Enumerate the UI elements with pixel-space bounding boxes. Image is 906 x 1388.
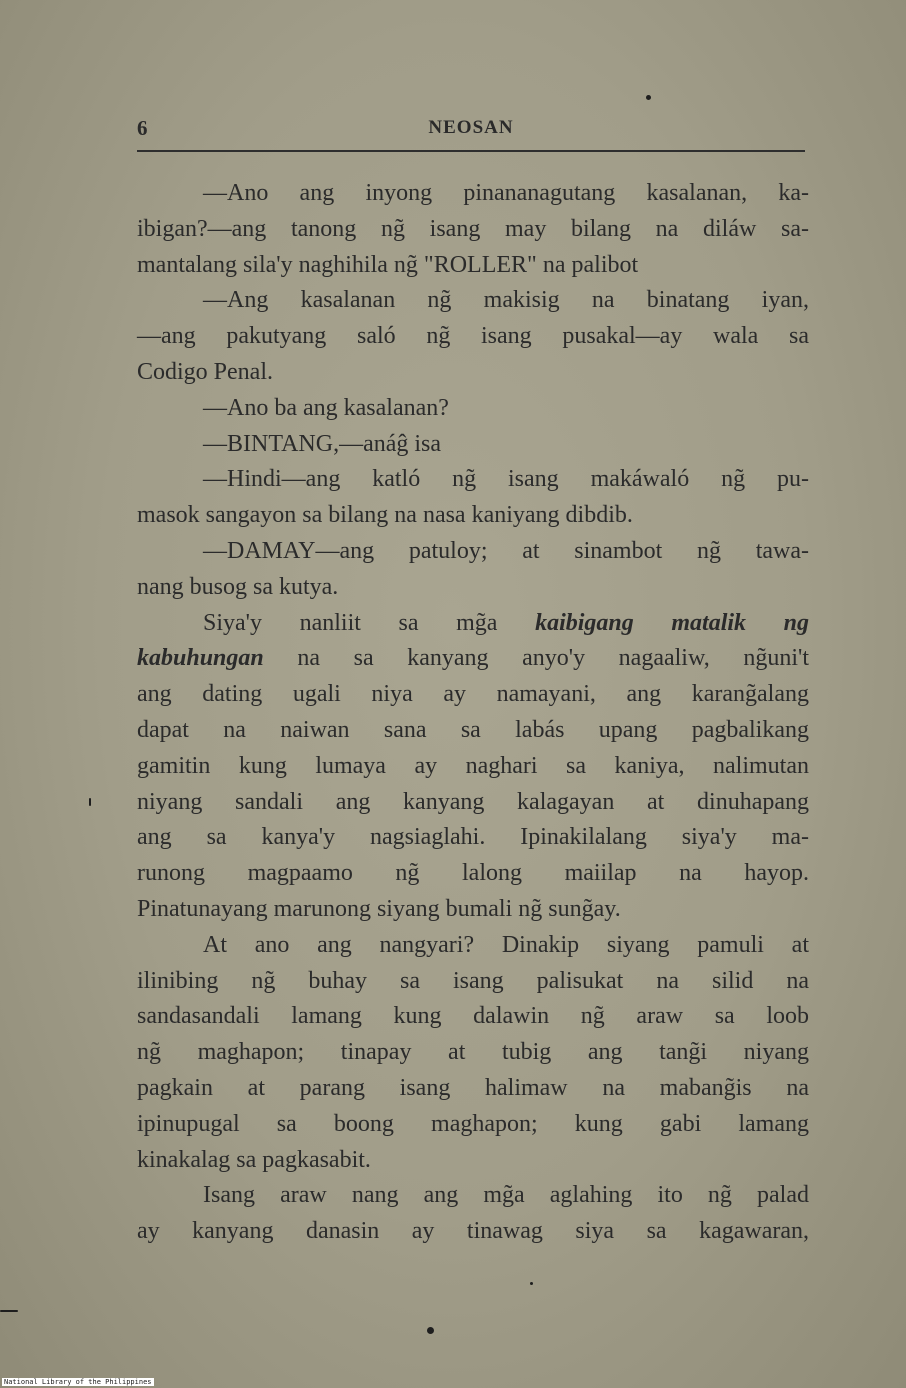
text-line — [137, 892, 809, 928]
text-line — [137, 355, 809, 391]
text-run: na sa kanyang anyo'y nagaaliw, ng̃uni't — [263, 645, 809, 672]
text-run: At ano ang nangyari? Dinakip siyang pamuli at — [203, 931, 809, 958]
text-line — [137, 570, 809, 606]
text-line — [137, 856, 809, 892]
text-run: —Ang kasalanan ng̃ makisig na binatang iyan, — [203, 287, 809, 314]
text-line — [137, 176, 809, 212]
ink-speck — [0, 1310, 18, 1312]
text-line — [137, 248, 809, 284]
ink-speck — [427, 1327, 434, 1334]
text-run: ang dating ugali niya ay namayani, ang karang̃alang — [137, 681, 809, 708]
text-run: runong magpaamo ng̃ lalong maiilap na hayop. — [137, 860, 809, 887]
body-text — [137, 176, 809, 1250]
text-line — [137, 677, 809, 713]
text-line — [137, 283, 809, 319]
text-run: Siya'y nanliit sa mg̃a — [203, 609, 536, 636]
italic-run: kabuhungan — [137, 645, 264, 672]
text-run: Pinatunayang marunong siyang bumali ng̃ sung̃ay. — [137, 895, 621, 922]
text-run: ilinibing ng̃ buhay sa isang palisukat na silid na — [137, 967, 809, 994]
text-line — [137, 964, 809, 1000]
text-line — [137, 319, 809, 355]
text-line — [137, 1178, 809, 1214]
text-line — [137, 820, 809, 856]
text-run: —Ano ang inyong pinananagutang kasalanan, ka- — [203, 180, 809, 206]
page-number: 6 — [137, 116, 148, 140]
ink-speck — [646, 95, 651, 100]
running-head: NEOSAN — [428, 117, 514, 138]
text-run: sandasandali lamang kung dalawin ng̃ araw sa loob — [137, 1003, 809, 1030]
text-run: nang busog sa kutya. — [137, 573, 339, 600]
text-line — [137, 1214, 809, 1250]
text-run: —Hindi—ang katló ng̃ isang makáwaló ng̃ pu- — [203, 466, 809, 493]
text-run: —Ano ba ang kasalanan? — [203, 394, 449, 421]
text-line — [137, 749, 809, 785]
text-line — [137, 641, 809, 677]
text-run: ang sa kanya'y nagsiaglahi. Ipinakilalang siya'y ma- — [137, 824, 809, 851]
text-line — [137, 1143, 809, 1179]
text-line — [137, 785, 809, 821]
text-line — [137, 391, 809, 427]
text-line — [137, 427, 809, 463]
footer-credit: National Library of the Philippines — [4, 1378, 152, 1386]
text-run: ay kanyang danasin ay tinawag siya sa kagawaran, — [137, 1218, 809, 1245]
text-run: gamitin kung lumaya ay naghari sa kaniya, nalimutan — [137, 752, 809, 779]
text-run: —DAMAY—ang patuloy; at sinambot ng̃ tawa- — [203, 537, 809, 564]
text-run: mantalang sila'y naghihila ng̃ "ROLLER" na palibot — [137, 251, 639, 278]
text-run: kinakalag sa pagkasabit. — [137, 1146, 371, 1173]
text-run: ibigan?—ang tanong ng̃ isang may bilang na diláw sa- — [137, 215, 809, 242]
text-line — [137, 498, 809, 534]
text-run: niyang sandali ang kanyang kalagayan at dinuhapang — [137, 788, 809, 815]
page-header — [137, 116, 805, 146]
text-run: Isang araw nang ang mg̃a aglahing ito ng̃ palad — [203, 1182, 809, 1209]
text-line — [137, 928, 809, 964]
text-run: masok sangayon sa bilang na nasa kaniyang dibdib. — [137, 502, 633, 529]
text-run: ipinupugal sa boong maghapon; kung gabi lamang — [137, 1110, 809, 1137]
text-line — [137, 713, 809, 749]
ink-speck — [89, 798, 91, 806]
text-run: —BINTANG,—anáĝ isa — [203, 430, 442, 457]
text-line — [137, 1071, 809, 1107]
text-line — [137, 999, 809, 1035]
ink-speck — [530, 1282, 533, 1285]
text-line — [137, 606, 809, 642]
text-run: ng̃ maghapon; tinapay at tubig ang tang̃i niyang — [137, 1039, 809, 1066]
text-line — [137, 462, 809, 498]
text-run: Codigo Penal. — [137, 358, 273, 385]
text-line — [137, 534, 809, 570]
text-line — [137, 1107, 809, 1143]
text-run: —ang pakutyang saló ng̃ isang pusakal—ay wala sa — [137, 323, 809, 350]
text-run: pagkain at parang isang halimaw na mabang̃is na — [137, 1074, 809, 1101]
text-run: dapat na naiwan sana sa labás upang pagbalikang — [137, 716, 809, 743]
header-rule — [137, 150, 805, 152]
italic-run: kaibigang matalik ng — [535, 609, 809, 636]
text-line — [137, 1035, 809, 1071]
text-line — [137, 212, 809, 248]
